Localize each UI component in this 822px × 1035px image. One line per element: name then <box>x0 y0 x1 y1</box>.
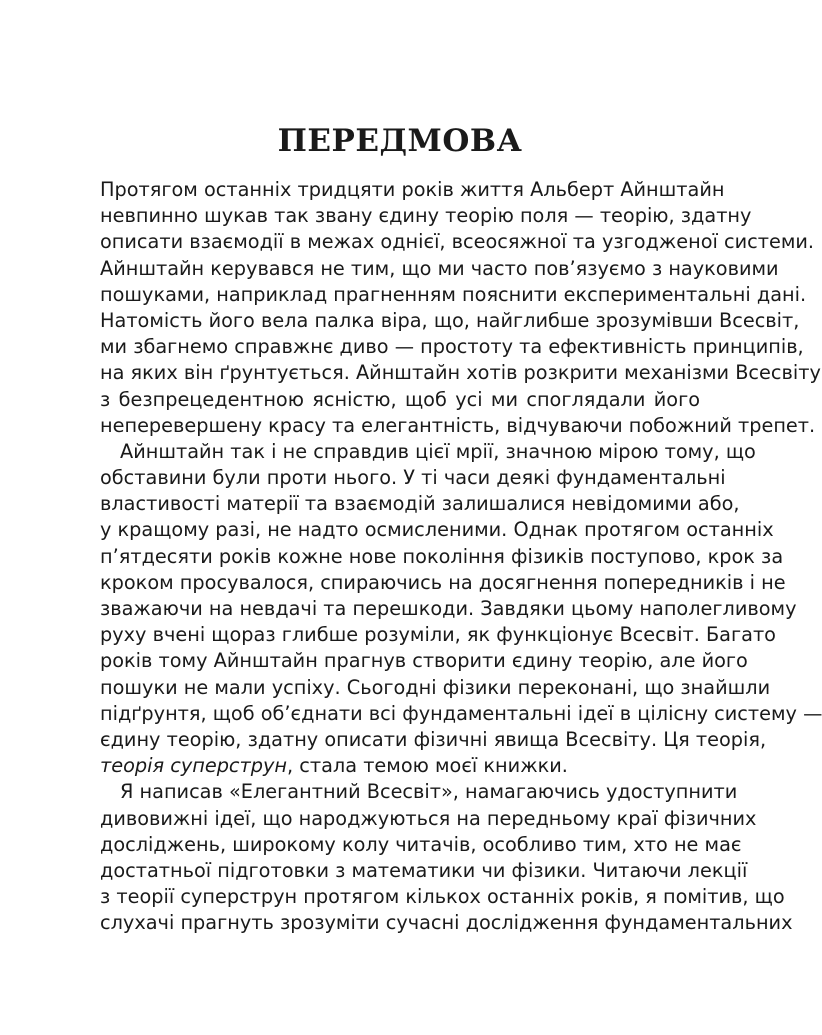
text-line: кроком просувалося, спираючись на досягнення попередників і не <box>100 570 786 594</box>
text-line: ми збагнемо справжнє диво — простоту та ефективність принципів, <box>100 335 804 359</box>
paragraph-3 <box>100 779 793 936</box>
document-page <box>100 0 822 1035</box>
text-line: неперевершену красу та елегантність, відчуваючи побожний трепет. <box>100 413 816 437</box>
text-line: описати взаємодії в межах однієї, всеосяжної та узгодженої системи. <box>100 230 815 254</box>
page-title: ПЕРЕДМОВА <box>277 123 523 159</box>
text-line <box>100 753 700 779</box>
text-line: пошуки не мали успіху. Сьогодні фізики переконані, що знайшли <box>100 675 771 699</box>
paragraph-2 <box>100 439 822 779</box>
text-line-rest: , стала темою моєї книжки. <box>287 754 568 778</box>
italic-term: теорія суперструн <box>100 754 288 778</box>
text-line: підґрунтя, щоб об’єднати всі фундаментальні ідеї в цілісну систему — <box>100 701 822 725</box>
text-line: у кращому разі, не надто осмисленими. Однак протягом останніх <box>100 518 774 542</box>
paragraph-1 <box>100 177 821 439</box>
text-line: п’ятдесяти років кожне нове покоління фізиків поступово, крок за <box>100 544 784 568</box>
text-line: Протягом останніх тридцяти років життя Альберт Айнштайн <box>100 178 725 201</box>
text-line: Айнштайн керувався не тим, що ми часто пов’язуємо з науковими <box>100 256 779 280</box>
text-line: досліджень, широкому колу читачів, особливо тим, хто не має <box>100 832 742 856</box>
text-line: Натомість його вела палка віра, що, найглибше зрозумівши Всесвіт, <box>100 308 800 332</box>
text-line: достатньої підготовки з математики чи фізики. Читаючи лекції <box>100 858 748 882</box>
text-line: дивовижні ідеї, що народжуються на передньому краї фізичних <box>100 806 757 830</box>
text-line: років тому Айнштайн прагнув створити єдину теорію, але його <box>100 649 748 673</box>
text-line: з безпрецедентною ясністю, щоб усі ми споглядали його <box>100 387 700 411</box>
text-line: Я написав «Елегантний Всесвіт», намагаючись удоступнити <box>120 780 738 804</box>
text-line: з теорії суперструн протягом кількох останніх років, я помітив, що <box>100 885 785 909</box>
body-text <box>100 177 822 936</box>
text-line: зважаючи на невдачі та перешкоди. Завдяки цьому наполегливому <box>100 597 797 620</box>
text-line: невпинно шукав так звану єдину теорію поля — теорію, здатну <box>100 204 752 228</box>
text-line: Айнштайн так і не справдив цієї мрії, значною мірою тому, що <box>120 439 756 463</box>
text-line: руху вчені щораз глибше розуміли, як функціонує Всесвіт. Багато <box>100 623 776 647</box>
text-line: на яких він ґрунтується. Айнштайн хотів розкрити механізми Всесвіту <box>100 361 821 385</box>
text-line: слухачі прагнуть зрозуміти сучасні дослідження фундаментальних <box>100 911 793 935</box>
text-line: пошуками, наприклад прагненням пояснити експериментальні дані. <box>100 282 807 306</box>
text-line: єдину теорію, здатну описати фізичні явища Всесвіту. Ця теорія, <box>100 727 767 751</box>
text-line: обставини були проти нього. У ті часи деякі фундаментальні <box>100 466 726 490</box>
text-line: властивості матерії та взаємодій залишалися невідомими або, <box>100 492 740 516</box>
